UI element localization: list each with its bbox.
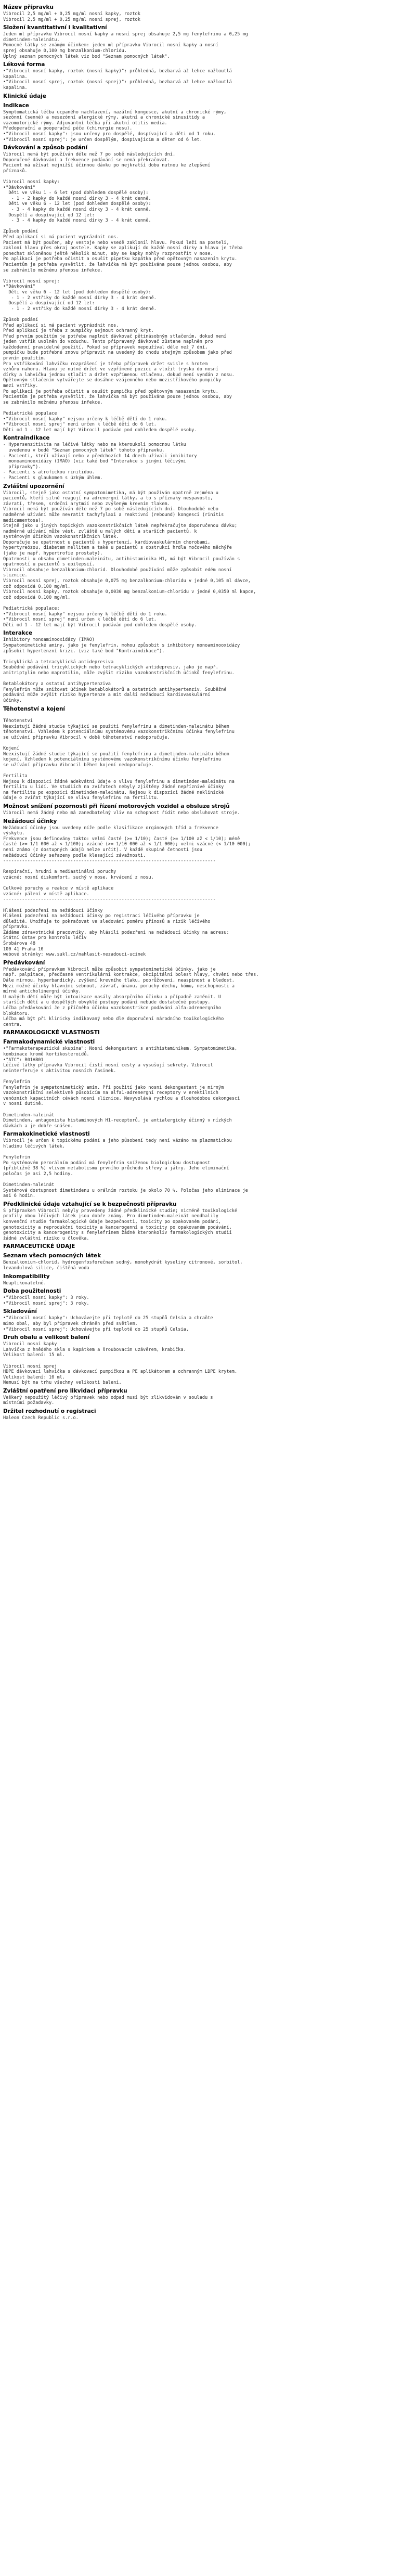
section-text: Vibrocil 2,5 mg/ml + 0,25 mg/ml nosní kapky, roztok Vibrocil 2,5 mg/ml + 0,25 mg/ml nosní sprej, roztok (3, 11, 140, 22)
section-heading: Nežádoucí účinky (3, 818, 57, 825)
section-block (3, 23, 413, 59)
section-text: Vibrocil nemá žádný nebo má zanedbatelný vliv na schopnost řídit nebo obsluhovat stroje. (3, 810, 240, 816)
section-text: Vibrocil nosní kapky Lahvička z hnědého skla s kapátkem a šroubovacím uzávěrem, krabička. Velikost balení: 15 ml. Vibrocil nosní sprej HDPE dávkovací lahvička s dávkovací pumpičkou a PE aplikátorem a ochranným LDPE krytem. Velikost balení: 10 ml. Nemusí být na trhu všechny velikosti balení. (3, 1342, 238, 1386)
section-heading: Druh obalu a velikost balení (3, 1334, 90, 1341)
section-text: Nežádoucí účinky jsou uvedeny níže podle klasifikace orgánových tříd a frekvence výskytu. Frekvence jsou definovány takto: velmi časté (>= 1/10); časté (>= 1/100 až < 1/10); méně časté (>= 1/1 000 až < 1/100); vzácné (>= 1/10 000 až < 1/1 000); velmi vzácné (< 1/10 000); není známo (z dostupných údajů nelze určit). V každé skupině četností jsou nežádoucí účinky seřazeny podle klesající závažnosti. ------------------------------------------------------------------------------- Respirační, hrudní a mediastinální poruchy vzácné: nosní diskomfort, suchý v nose, krvácení z nosu. Celkové poruchy a reakce v místě aplikace vzácné: pálení v místě aplikace. ------------------------------------------------------------------------------- Hlášení podezření na nežádoucí účinky Hlášení podezření na nežádoucí účinky po registraci léčivého přípravku je důležité. Umožňuje to pokračovat ve sledování poměru přínosů a rizik léčivého přípravku. Žádáme zdravotnické pracovníky, aby hlásili podezření na nežádoucí účinky na adresu: Státní ústav pro kontrolu léčiv Šrobárova 48 100 41 Praha 10 webové stránky: www.sukl.cz/nahlasit-nezadouci-ucinek (3, 825, 251, 958)
section-heading: Držitel rozhodnutí o registraci (3, 1408, 96, 1415)
section-block (3, 1407, 413, 1421)
section-heading: Název přípravku (3, 4, 54, 10)
section-text: •"Vibrocil nosní kapky": Uchovávejte při teplotě do 25 stupňů Celsia a chraňte mimo obal, aby byl přípravek chráněn před světlem. •"Vibrocil nosní sprej": Uchovávejte při teplotě do 25 stupňů Celsia. (3, 1316, 213, 1332)
section-block (3, 101, 413, 143)
section-heading: Možnost snížení pozornosti při řízení motorových vozidel a obsluze strojů (3, 803, 230, 809)
section-text: •"Farmakoterapeutická skupina": Nosní dekongestant s antihistaminikem. Sympatomimetika, kombinace kromě kortikosteroidů. •"ATC": R01AB01 Léčivé látky přípravku Vibrocil čistí nosní cesty a vysušují sekrety. Vibrocil neinterferuje s aktivitou nosních řasinek. Fenylefrin Fenylefrin je sympatomimetický amin. Při použití jako nosní dekongestant je mírným vazokonstrikční selektivně působícím na alfa1-adrenergní receptory v erektilních venózních kapacitních cévách nosní sliznice. Nevyvolává rychlou a dlouhodobou dekongesci v nosní dutině. Dimetinden-maleinát Dimetinden, antagonista histaminových H1-receptorů, je antialergicky účinný v nízkých dávkách a je dobře snášen. (3, 1046, 240, 1129)
section-block (3, 802, 413, 816)
section-block (3, 1333, 413, 1386)
section-block (3, 959, 413, 1028)
section-heading: Předklinické údaje vztahující se k bezpečnosti přípravku (3, 1201, 177, 1207)
section-heading: Složení kvantitativní i kvalitativní (3, 24, 107, 31)
section-block (3, 1130, 413, 1199)
section-block (3, 434, 413, 481)
section-text: Těhotenství Neexistují žádné studie týkající se použití fenylefrinu a dimetinden-maleinátu během těhotenství. Vzhledem k potenciálnímu systémovému vazokonstrikčnímu účinku fenylefrinu se užívání přípravku Vibrocil v době těhotenství nedoporučuje. Kojení Neexistují žádné studie týkající se použití fenylefrinu a dimetinden-maleinátu během kojení. Vzhledem k potenciálnímu systémovému vazokonstrikčnímu účinku fenylefrinu se užívání přípravku Vibrocil během kojení nedoporučuje. Fertilita Nejsou k dispozici žádné adekvátní údaje o vlivu fenylefrinu a dimetinden-maleinátu na fertilitu u lidí. Ve studiích na zvířatech nebyly zjištěny žádné nepříznivé účinky na fertilitu po expozici dimetinden-maleinátu. Nejsou k dispozici žádné neklinické údaje o zvířat týkající se vlivu fenylefrinu na fertilitu. (3, 718, 235, 801)
section-heading: Zvláštní opatření pro likvidaci přípravku (3, 1387, 127, 1394)
section-heading: Zvláštní upozornění (3, 483, 64, 490)
section-text: Neaplikovatelné. (3, 1280, 46, 1286)
section-heading: Kontraindikace (3, 435, 50, 442)
section-heading: Dávkování a způsob podání (3, 145, 88, 151)
section-heading: Těhotenství a kojení (3, 705, 66, 712)
section-block (3, 92, 413, 100)
section-block (3, 1038, 413, 1129)
section-block (3, 1252, 413, 1271)
section-heading: Seznam všech pomocných látek (3, 1253, 101, 1259)
section-block (3, 629, 413, 703)
section-text: S přípravkem Vibrocil nebyly provedeny žádné předklinické studie; nicméně toxikologické profily obou léčivých látek jsou dobře známy. Pro dimetinden-maleinát neodhalily konvenční studie farmakologické údaje bezpečnosti, toxicity po opakovaném podání, genotoxicity a reprodukční toxicity a kancerogenní a toxicity po opakovaném podávání, genotoxicity a kancerogenity s fenylefrinem žádné kteronkoliv farmakologických studií žádné zvláštní riziko u člověka. (3, 1208, 238, 1241)
section-block (3, 60, 413, 91)
section-heading: Interakce (3, 630, 33, 637)
section-block (3, 482, 413, 628)
section-block (3, 1287, 413, 1306)
section-block (3, 144, 413, 433)
section-text: Veškerý nepoužitý léčivý přípravek nebo odpad musí být zlikvidován v souladu s místními požadavky. (3, 1395, 213, 1406)
section-heading: Doba použitelnosti (3, 1288, 61, 1295)
section-text: - Hypersenzitivita na léčivé látky nebo na kteroukoli pomocnou látku uvedenou v bodě "Seznam pomocných látek" tohoto přípravku. - Pacienti, kteří užívají nebo v předchozích 14 dnech užívali inhibitory monoaminooxidázy (IMAO) (viz také bod "Interakce s jinými léčivými přípravky"). - Pacienti s atrofickou rinitidou. - Pacienti s glaukomem s úzkým úhlem. (3, 442, 197, 481)
section-heading: Léková forma (3, 61, 45, 68)
section-text: Vibrocil, stejně jako ostatní sympatomimetika, má být používán opatrně zejména u pacientů, kteří silně reagují na adrenergní látky, a to s příznaky nespavosti, závratí, třesem, srdeční arytmií nebo zvýšeným krevním tlakem. Vibrocil nemá být používán déle než 7 po sobě následujících dní. Dlouhodobé nebo nadměrné užívání může nevratit tachyfylaxi a reaktivní (rebound) kongesci (rinitis medicamentosa). Stejně jako u jiných topických vazokonstrikčních látek nepřekračujte doporučenou dávku; nadměrné užívání může vést, zvláště u malých dětí a starších pacientů, k systémovým účinkům vazokonstrikčních látek. Doporučuje se opatrnost u pacientů s hypertenzí, kardiovaskulárním chorobami, hypertyreózou, diabetem mellitem a také u pacientů s obstrukcí hrdla močového měchýře (jako je např. hypertrofie prostaty). Opatrnosti u obsahu dimetinden-maleinátu, antihistaminika H1, má být Vibrocil používán s opatrností u pacientů s epilepsií. Vibrocil obsahuje benzalkonium-chlorid. Dlouhodobé používání může způsobit edém nosní sliznice. Vibrocil nosní sprej, roztok obsahuje 0,075 mg benzalkonium-chloridu v jedné 0,105 ml dávce, což odpovídá 0,100 mg/ml. Vibrocil nosní kapky, roztok obsahuje 0,0030 mg benzalkonium-chloridu v jedné 0,0350 ml kapce, což odpovídá 0,100 mg/ml. Pediatrická populace: •"Vibrocil nosní kapky" nejsou určeny k léčbě dětí do 1 roku. •"Vibrocil nosní sprej" není určen k léčbě dětí do 6 let. Děti od 1 - 12 let mají být Vibrocil podáván pod dohledem dospělé osoby. (3, 490, 256, 628)
section-block (3, 1200, 413, 1242)
section-heading: FARMAKOLOGICKÉ VLASTNOSTI (3, 1029, 100, 1036)
section-block (3, 1028, 413, 1037)
section-text: Benzalkonium-chlorid, hydrogenfosforečnan sodný, monohydrát kyseliny citronové, sorbitol, levandulová silice, čištěná voda (3, 1260, 243, 1271)
section-text: Vibrocil nemá být používán déle než 7 po sobě následujících dní. Doporučené dávkování a frekvence podávání se nemá překračovat. Pacient má užívat nejnižší účinnou dávku po nejkratší dobu nutnou ke zlepšení příznaků. Vibrocil nosní kapky: •"Dávkování" Děti ve věku 1 - 6 let (pod dohledem dospělé osoby): - 1 - 2 kapky do každé nosní dírky 3 - 4 krát denně. Děti ve věku 6 - 12 let (pod dohledem dospělé osoby): - 3 - 4 kapky do každé nosní dírky 3 - 4 krát denně. Dospělí a dospívající od 12 let: - 3 - 4 kapky do každé nosní dírky 3 - 4 krát denně. Způsob podání Před aplikací si má pacient vyprázdnit nos. Pacient má být poučen, aby vestoje nebo vsedě zaklonil hlavu. Pokud leží na posteli, zakloní hlavu přes okraj postele. Kapky se aplikují do každé nosní dírky a hlavu je třeba ponechat skloněnou ještě několik minut, aby se kapky mohly rozprostřít v nose. Po aplikaci je potřeba očistit a osušit pipetku kapátka před opětovným nasazením krytu. Pacientům je potřeba vysvětlit, že lahvička má být používána pouze jednou osobou, aby se zabránilo možnému přenosu infekce. Vibrocil nosní sprej: •"Dávkování" Děti ve věku 6 - 12 let (pod dohledem dospělé osoby): - 1 - 2 vstřiky do každé nosní dírky 3 - 4 krát denně. Dospělí a dospívající od 12 let: - 1 - 2 vstřiky do každé nosní dírky 3 - 4 krát denně. Způsob podání Před aplikací si má pacient vyprázdnit nos. Před aplikací je třeba z pumpičky sejmout ochranný kryt. Před prvním použitím je potřeba naplnit dávkovač pětinásobným stlačením, dokud není jeden vstřik uvolněn do vzduchu. Tento připravený dávkovač zůstane naplněn pro každodenní pravidelné použití. Pokud se přípravek nepoužíval déle než 7 dní, pumpičku bude potřebné znovu připravit na uvedený do chodu stejným způsobem jako před prvním použitím. Pro vstřikování lahvičku rozprášení je třeba přípravek držet svisle s hrotem vzhůru nahoru. Hlavu je nutné držet ve vzpřímené pozici a vložit trysku do nosní dírky a lahvičku jednou stlačit a držet vzpřímenou stlačenu, dokud není vyndán z nosu. Opětovným stlačením vytvářejte se dosáhne vzájemného nebo mezistříkového pumpičky mezi vstřiky. Po aplikaci je potřeba očistit a osušit pumpičku před opětovným nasazením krytu. Pacientům je potřeba vysvětlit, že lahvička má být používána pouze jednou osobou, aby se zabránilo možnému přenosu infekce. Pediatrická populace •"Vibrocil nosní kapky" nejsou určeny k léčbě dětí do 1 roku. •"Vibrocil nosní sprej" není určen k léčbě dětí do 6 let. Děti od 1 - 12 let mají být Vibrocil podáván pod dohledem dospělé osoby. (3, 152, 243, 433)
section-heading: Farmakodynamické vlastnosti (3, 1039, 95, 1046)
section-block (3, 1307, 413, 1332)
section-text: Symptomatická léčba ucpaného nachlazení, nazální kongesce, akutní a chronické rýmy, sezónní (senné) a nesezónní alergické rýmy, akutní a chronické sinusitidy a vazomotorické rýmy. Adjuvantní léčba při akutní otitis media. Předoperační a pooperační péče (chirurgie nosu). •"Vibrocil nosní kapky": jsou určeny pro dospělé, dospívající a děti od 1 roku. •"Vibrocil nosní sprej": je určen dospělým, dospívajícím a dětem od 6 let. (3, 109, 227, 143)
section-block (3, 705, 413, 802)
section-text: Inhibitory monoaminooxidázy (IMAO) Sympatomimetické aminy, jako je fenylefrin, mohou způsobit s inhibitory monoaminooxidázy způsobit hypertenzní krizi. (viz také bod "Kontraindikace"). Tricyklická a tetracyklická antidepresiva Soubědné podávání tricyklických nebo tetracyklických antidepresiv, jako je např. amitriptylin nebo maprotilin, může zvýšit riziko vazokonstrikčních účinků fenylefrinu. Betablokátory a ostatní antihypertenziva Fenylefrin může snižovat účinek betablokátorů a ostatních antihypertenzív. Souběžné podávání může zvýšit riziko hypertenze a mít další nežádoucí kardiovaskulární účinky. (3, 637, 240, 703)
section-heading: Farmakokinetické vlastnosti (3, 1131, 90, 1138)
section-text: Jeden ml přípravku Vibrocil nosní kapky a nosní sprej obsahuje 2,5 mg fenylefrinu a 0,25 mg dimetindem-maleinátu. Pomocné látky se známým účinkem: jeden ml přípravku Vibrocil nosní kapky a nosní sprej obsahuje 0,100 mg benzalkonium-chloridu. Úplný seznam pomocných látek viz bod "Seznam pomocných látek". (3, 32, 248, 59)
section-text: Vibrocil je určen k topickému podání a jeho působení tedy není vázáno na plazmatickou hladinu léčivých látek. Fenylefrin Po systémovém perorálním podání má fenylefrin sníženou biologickou dostupnost (přibližně 38 %) vlivem metabolismu prvního průchodu střevy a játry. Jeho eliminační poločas je asi 2,5 hodiny. Dimetinden-maleinát Systémová dostupnost dimetindenu u orálním roztoku je okolo 70 %. Poločas jeho eliminace je asi 6 hodin. (3, 1138, 248, 1199)
section-heading: Indikace (3, 102, 29, 109)
section-block (3, 3, 413, 22)
section-block (3, 1242, 413, 1251)
section-text: Haleon Czech Republic s.r.o. (3, 1415, 79, 1421)
section-heading: Klinické údaje (3, 93, 46, 99)
section-text: Předávkování přípravkem Vibrocil může způsobit sympatomimetické účinky, jako je např. palpitace, předčasné ventrikulární kontrakce, okcipitální bolest hlavy, chvění nebo třes. Dále mírnou, hyperbandický, zvýšení krevního tlaku, poorůžoveni, neaspinost a bledost. Mezi možné účinky hlavními sebnout, závrať, únavu, poruchy dechu, kómu, neschopnosti a mírné anticholinergní účinky. U malých dětí může být intoxikace nasály absorpčního účinku a případně zaměnit. U starších dětí a u dospělých obvyklé postupy podání nebude dostatečné postupy. Léčba předávkování Je z příčného účinku vazokonstrikce podávání alfa-adrenergního blokátoru. Léčba má být při klinicky indikovaný nebo dle doporučení národního toxikologického centra. (3, 967, 259, 1027)
section-heading: Předávkování (3, 959, 45, 966)
section-block (3, 1272, 413, 1286)
section-text: •"Vibrocil nosní kapky": 3 roky. •"Vibrocil nosní sprej": 3 roky. (3, 1295, 89, 1306)
section-heading: Skladování (3, 1308, 37, 1315)
section-text: •"Vibrocil nosní kapky, roztok (nosní kapky)": průhledná, bezbarvá až lehce nažloutlá kapalina. •"Vibrocil nosní sprej, roztok (nosní sprej)": průhledná, bezbarvá až lehce nažloutlá kapalina. (3, 69, 232, 91)
document-body (3, 3, 413, 1421)
section-heading: FARMACEUTICKÉ ÚDAJE (3, 1243, 75, 1250)
section-block (3, 1387, 413, 1406)
section-block (3, 817, 413, 958)
section-heading: Inkompatibility (3, 1273, 50, 1280)
